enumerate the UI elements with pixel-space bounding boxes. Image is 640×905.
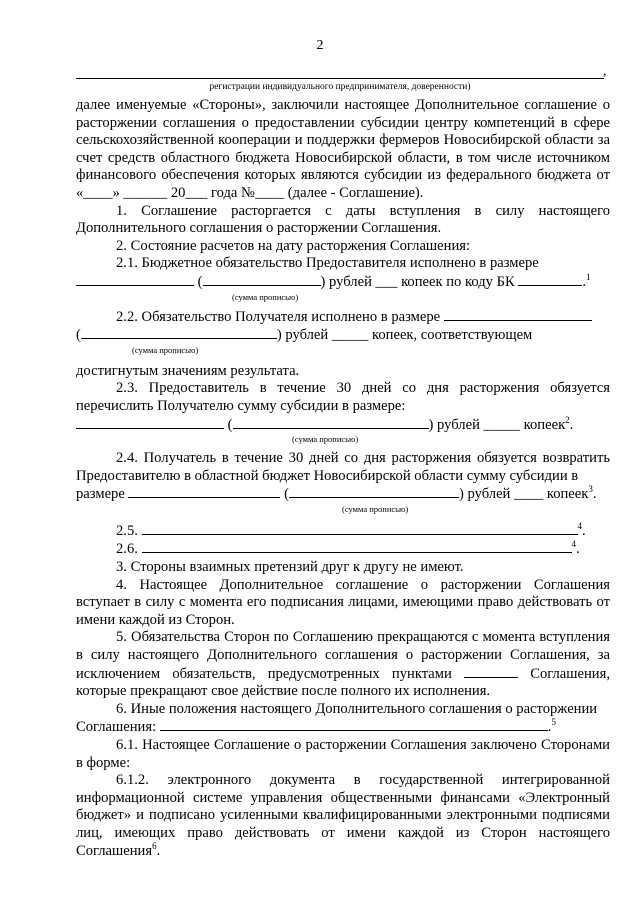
paragraph-2-5: 2.5. $^4$. xyxy=(116,521,586,539)
footnote-6: 6 xyxy=(152,840,157,851)
caption-amount-words: (сумма прописью) xyxy=(232,291,299,302)
paragraph-6: 6. Иные положения настоящего Дополнительного соглашения о расторжении Соглашения: .$^5$ xyxy=(76,700,598,736)
paragraph-2-6: 2.6. $^4$. xyxy=(116,539,580,558)
paragraph-2-3: 2.3. Предоставитель в течение 30 дней со дня расторжения обязуется перечислить Получателю сумму субсидии в размере: xyxy=(76,380,610,414)
caption-amount-words: (сумма прописью) xyxy=(292,434,359,445)
amount-words-blank xyxy=(289,485,459,498)
fill-line xyxy=(142,522,578,535)
paragraph-2-4: 2.4. Получатель в течение 30 дней со дня расторжения обязуется возвратить Предоставителю в областной бюджет Новосибирской области сумму субсидии в xyxy=(76,450,610,484)
fill-line xyxy=(142,540,572,553)
footnote-4: 4 xyxy=(571,539,577,550)
footnote-1: 1 xyxy=(586,272,591,283)
paragraph-2-2-line: ( ) рублей _____ копеек, соответствующем xyxy=(76,327,533,344)
paragraph-2-1: 2.1. Бюджетное обязательство Предоставителя исполнено в размере xyxy=(116,255,539,272)
fill-line xyxy=(160,718,548,731)
caption-amount-words: (сумма прописью) xyxy=(132,344,199,355)
footnote-3: 3 xyxy=(588,484,593,495)
paragraph-2-1-amount-line: ( ) рублей ___ копеек по коду БК .$^1$ xyxy=(76,273,610,292)
footnote-4: 4 xyxy=(577,521,583,532)
paragraph-6-1-2: 6.1.2. электронного документа в государственной интегрированной информационной системе управления общественными финансами «Электронный бюджет» и подписано усиленными квалифицированными электронными подписями лиц, имеющих право действовать от имени каждой из Сторон настоящего Соглашения$^6$. xyxy=(76,772,610,859)
page-number: 2 xyxy=(316,38,324,53)
paragraph-3: 3. Стороны взаимных претензий друг к другу не имеют. xyxy=(116,559,464,576)
paragraph-4: 4. Настоящее Дополнительное соглашение о расторжении Соглашения вступает в силу с момента его подписания лицами, имеющими право действовать от имени каждой из Сторон. xyxy=(76,576,610,628)
paragraph-1: 1. Соглашение расторгается с даты вступления в силу настоящего Дополнительного соглашения о расторжении Соглашения. xyxy=(76,202,610,237)
document-body xyxy=(76,97,610,860)
paragraph-2-4-line: размере ( ) рублей ____ копеек$^3$. xyxy=(76,484,597,503)
paragraph-2: 2. Состояние расчетов на дату расторжения Соглашения: xyxy=(116,237,471,254)
paragraph-6-1: 6.1. Настоящее Соглашение о расторжении Соглашения заключено Сторонами в форме: xyxy=(76,737,610,771)
paragraph-2-3-line: ( ) рублей _____ копеек$^2$. xyxy=(76,416,610,435)
amount-blank xyxy=(76,273,194,286)
header-fill-line xyxy=(76,78,604,79)
header-caption: регистрации индивидуального предпринимателя, доверенности) xyxy=(209,82,471,92)
amount-blank xyxy=(444,308,592,321)
paragraph-2-2-end: достигнутым значениям результата. xyxy=(76,362,300,379)
paragraph-5: 5. Обязательства Сторон по Соглашению прекращаются с момента вступления в силу настоящего Дополнительного соглашения о расторжении Соглашения, за исключением обязательств, предусмотренных пунктами Соглашения, которые прекращают свое действие после полного их исполнения. xyxy=(76,629,610,700)
amount-blank xyxy=(76,416,224,429)
fill-line xyxy=(464,665,518,678)
amount-words-blank xyxy=(203,273,321,286)
amount-words-blank xyxy=(81,326,277,339)
intro-paragraph: далее именуемые «Стороны», заключили настоящее Дополнительное соглашение о расторжении соглашения о предоставлении субсидии центру компетенций в сфере сельскохозяйственной кооперации и поддержки фермеров Новосибирской области за счет средств областного бюджета Новосибирской области, в том числе источником финансового обеспечения которых являются субсидии из федерального бюджета от «____» ______ 20___ года №____ (далее - Соглашение). xyxy=(76,97,610,201)
footnote-5: 5 xyxy=(551,717,556,728)
header-comma: , xyxy=(603,64,607,79)
bk-code-blank xyxy=(518,273,582,286)
footnote-2: 2 xyxy=(565,414,570,425)
caption-amount-words: (сумма прописью) xyxy=(342,503,409,514)
paragraph-2-2: 2.2. Обязательство Получателя исполнено в размере xyxy=(76,308,610,327)
amount-blank xyxy=(128,485,280,498)
amount-words-blank xyxy=(233,416,429,429)
